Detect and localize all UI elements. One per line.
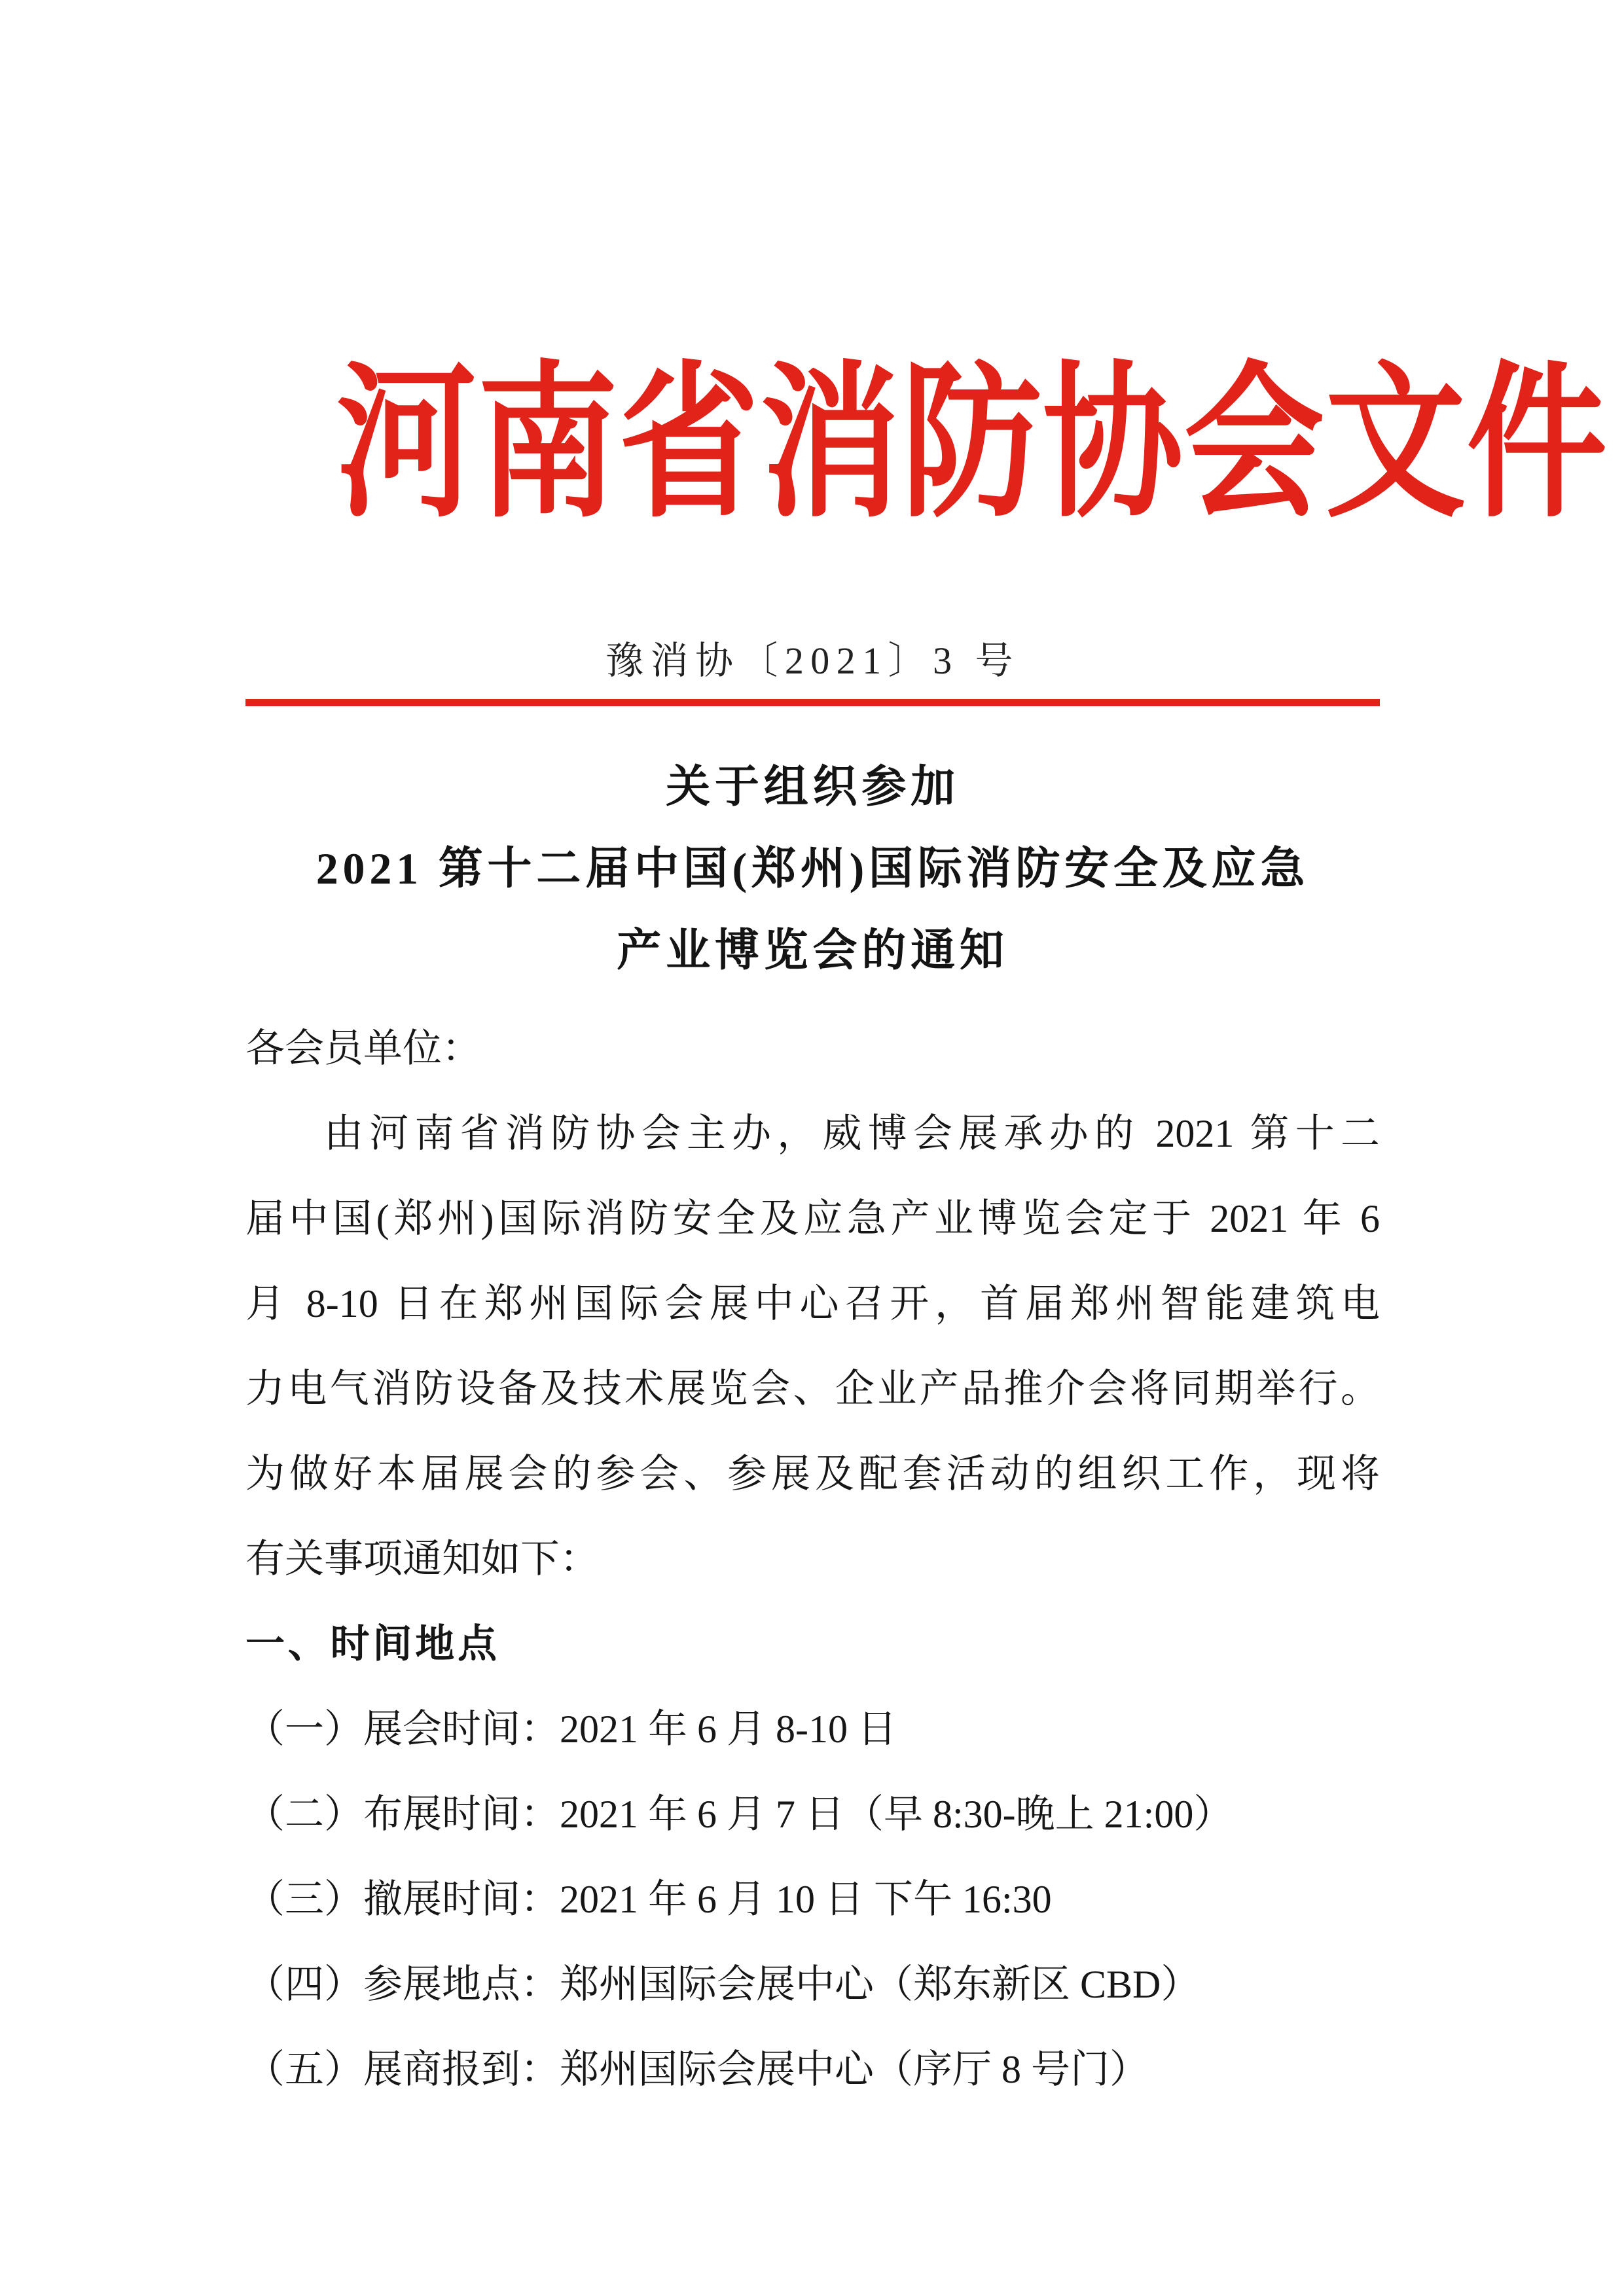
document-body [245, 1006, 1380, 2112]
list-item-exhibition-time: （一）展会时间：2021 年 6 月 8-10 日 [245, 1708, 897, 1751]
paragraph-line: 届中国(郑州)国际消防安全及应急产业博览会定于 2021 年 6 [245, 1197, 1380, 1240]
list-item-exhibition-place: （四）参展地点：郑州国际会展中心（郑东新区 CBD） [245, 1963, 1200, 2006]
document-content-column [245, 0, 1608, 2296]
salutation: 各会员单位： [245, 1027, 481, 1070]
notice-title [245, 746, 1380, 992]
list-item-teardown-time: （三）撤展时间：2021 年 6 月 10 日 下午 16:30 [245, 1878, 1052, 1921]
red-divider-rule [245, 699, 1380, 706]
red-header-banner-title: 河南省消防协会文件 [336, 353, 1608, 537]
list-item-setup-time: （二）布展时间：2021 年 6 月 7 日（早 8:30-晚上 21:00） [245, 1793, 1233, 1836]
notice-title-line: 关于组织参加 [666, 762, 960, 812]
notice-title-line: 产业博览会的通知 [617, 925, 1009, 975]
paragraph-line: 由河南省消防协会主办，威博会展承办的 2021 第十二 [324, 1112, 1380, 1155]
paragraph-line: 为做好本届展会的参会、参展及配套活动的组织工作，现将 [245, 1452, 1380, 1496]
document-number: 豫消协〔2021〕3 号 [605, 639, 1020, 682]
paragraph-line: 力电气消防设备及技术展览会、企业产品推介会将同期举行。 [245, 1367, 1380, 1410]
paragraph-line: 有关事项通知如下： [245, 1537, 599, 1581]
section-heading-time-place: 一、时间地点 [245, 1623, 500, 1666]
paragraph-line: 月 8-10 日在郑州国际会展中心召开，首届郑州智能建筑电 [245, 1282, 1380, 1325]
list-item-exhibitor-checkin: （五）展商报到：郑州国际会展中心（序厅 8 号门） [245, 2048, 1149, 2091]
notice-title-line: 2021 第十二届中国(郑州)国际消防安全及应急 [316, 844, 1310, 893]
